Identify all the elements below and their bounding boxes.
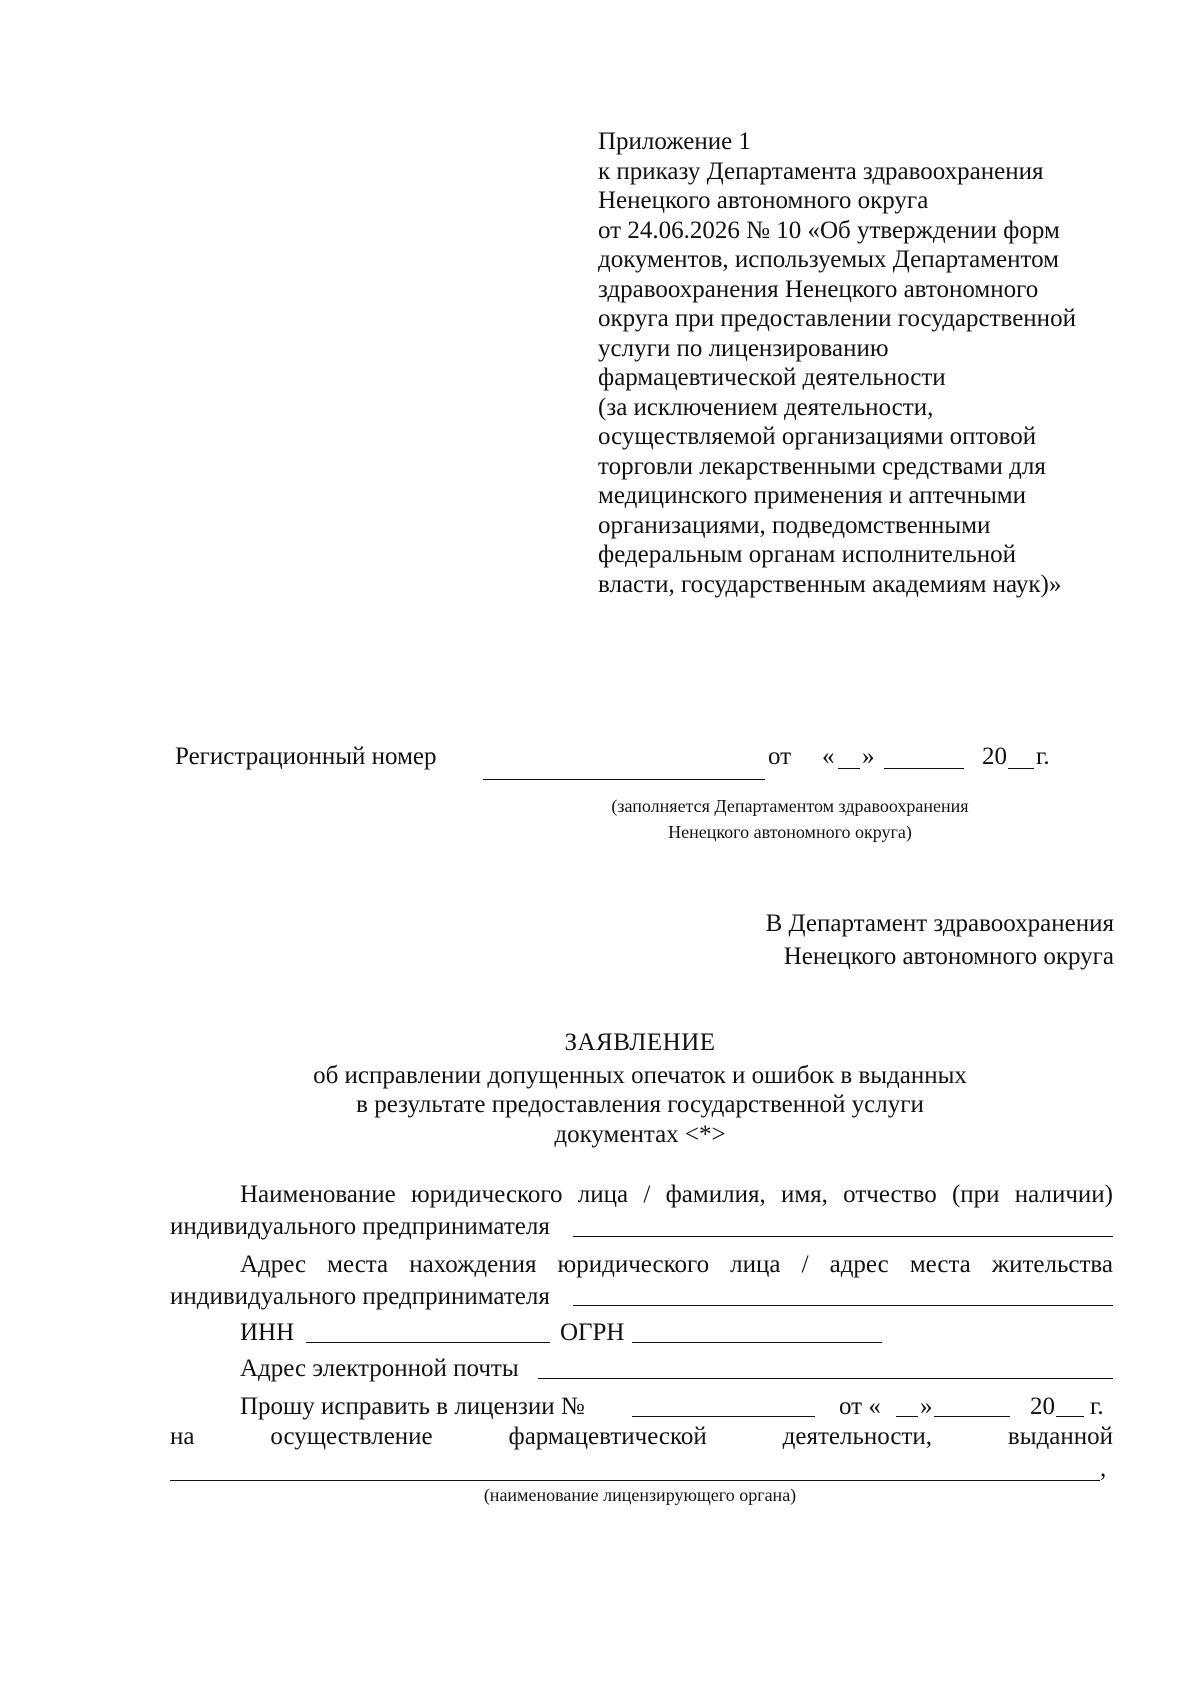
- license-from: от «: [839, 1393, 881, 1420]
- registration-from: от: [768, 743, 792, 770]
- registration-number-field[interactable]: [483, 779, 765, 780]
- license-request-label: Прошу исправить в лицензии №: [240, 1393, 585, 1420]
- address-label-line1: Адрес места нахождения юридического лица / адрес места жительства: [240, 1251, 1113, 1278]
- annex-line: федеральным органам исполнительной: [598, 541, 1017, 568]
- annex-line: организациями, подведомственными: [598, 511, 991, 539]
- annex-line: Ненецкого автономного округа: [598, 187, 929, 214]
- annex-line: здравоохранения Ненецкого автономного: [598, 275, 1039, 303]
- license-year-prefix: 20: [1030, 1393, 1055, 1420]
- registration-note-line2: Ненецкого автономного округа): [668, 822, 912, 842]
- registration-year-prefix: 20: [982, 743, 1007, 770]
- inn-label: ИНН: [240, 1319, 295, 1346]
- annex-line: услуги по лицензированию: [598, 334, 889, 362]
- annex-line: осуществляемой организациями оптовой: [598, 423, 1037, 450]
- authority-comma: ,: [1100, 1455, 1107, 1482]
- license-day-field[interactable]: [896, 1416, 918, 1417]
- licensing-authority-field[interactable]: [170, 1480, 1100, 1481]
- name-label-line2: индивидуального предпринимателя: [170, 1213, 550, 1240]
- activity-line: [170, 1422, 1113, 1452]
- activity-word: деятельности,: [782, 1423, 933, 1450]
- license-number-field[interactable]: [632, 1416, 815, 1417]
- heading-line1: об исправлении допущенных опечаток и ошибок в выданных: [313, 1061, 967, 1089]
- registration-note-line1: (заполняется Департаментом здравоохранения: [611, 796, 969, 816]
- license-year-suffix: г.: [1090, 1393, 1104, 1420]
- email-label: Адрес электронной почты: [240, 1355, 519, 1382]
- registration-day-field[interactable]: [838, 768, 860, 769]
- statement-heading: [160, 1028, 1120, 1149]
- registration-label: Регистрационный номер: [175, 743, 437, 770]
- registration-quote-open: «: [822, 743, 835, 770]
- email-field[interactable]: [538, 1378, 1113, 1379]
- license-quote-close: »: [920, 1393, 933, 1420]
- annex-line: (за исключением деятельности,: [598, 393, 934, 421]
- page-title: ЗАЯВЛЕНИЕ: [564, 1029, 716, 1056]
- annex-line: власти, государственным академиям наук)»: [598, 570, 1062, 598]
- annex-block: [598, 127, 1076, 599]
- license-year-field[interactable]: [1056, 1416, 1084, 1417]
- annex-line: медицинского применения и аптечными: [598, 482, 1026, 509]
- activity-word: на: [170, 1423, 195, 1450]
- ogrn-field[interactable]: [632, 1342, 882, 1343]
- address-label-line2: индивидуального предпринимателя: [170, 1283, 550, 1310]
- registration-quote-close: »: [862, 743, 875, 770]
- activity-word: фармацевтической: [508, 1423, 707, 1450]
- annex-line: Приложение 1: [598, 128, 751, 155]
- activity-word: выданной: [1007, 1423, 1113, 1450]
- annex-line: фармацевтической деятельности: [598, 364, 946, 391]
- annex-line: торговли лекарственными средствами для: [598, 452, 1046, 480]
- registration-note: [560, 793, 1020, 845]
- addressee-line1: В Департамент здравоохранения: [765, 910, 1114, 937]
- heading-line3: документах <*>: [554, 1120, 726, 1148]
- name-field[interactable]: [573, 1236, 1113, 1237]
- authority-caption: (наименование лицензирующего органа): [483, 1485, 797, 1505]
- annex-line: от 24.06.2026 № 10 «Об утверждении форм: [598, 216, 1060, 244]
- annex-line: округа при предоставлении государственной: [598, 305, 1076, 332]
- ogrn-label: ОГРН: [560, 1319, 625, 1346]
- inn-field[interactable]: [306, 1342, 550, 1343]
- activity-word: осуществление: [270, 1423, 433, 1450]
- license-month-field[interactable]: [934, 1416, 1010, 1417]
- annex-line: документов, используемых Департаментом: [598, 246, 1059, 273]
- registration-month-field[interactable]: [884, 768, 964, 769]
- heading-line2: в результате предоставления государственной услуги: [356, 1091, 924, 1118]
- registration-year-field[interactable]: [1008, 768, 1034, 769]
- addressee-block: [766, 909, 1114, 971]
- address-field[interactable]: [573, 1305, 1113, 1306]
- annex-line: к приказу Департамента здравоохранения: [598, 157, 1044, 185]
- name-label-line1: Наименование юридического лица / фамилия, имя, отчество (при наличии): [240, 1181, 1113, 1208]
- registration-year-suffix: г.: [1036, 743, 1050, 770]
- addressee-line2: Ненецкого автономного округа: [783, 942, 1114, 970]
